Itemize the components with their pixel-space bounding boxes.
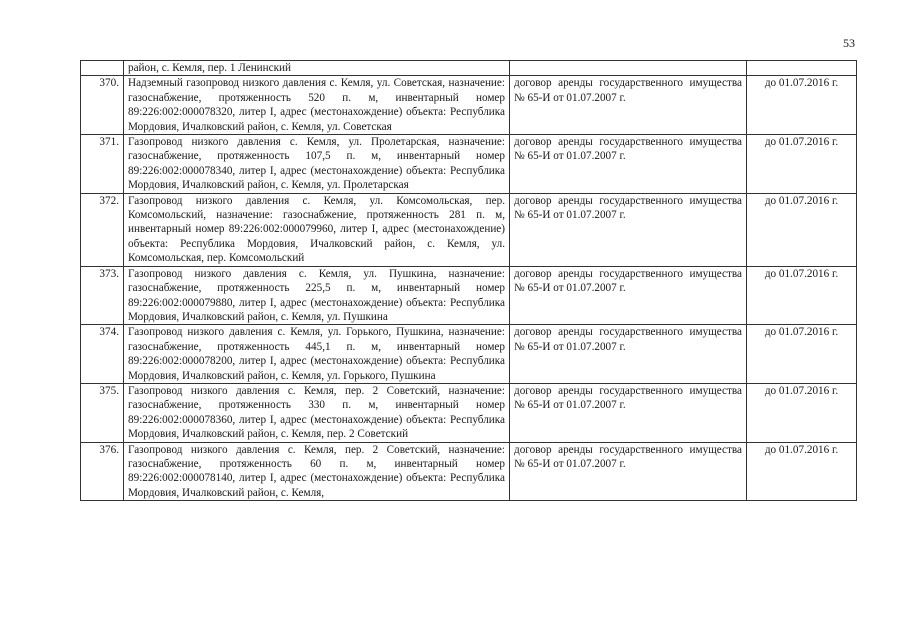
row-number: 374. — [81, 325, 124, 384]
row-number: 372. — [81, 193, 124, 266]
row-number: 370. — [81, 76, 124, 135]
row-number: 373. — [81, 266, 124, 325]
table-row — [81, 76, 857, 135]
lease-basis: договор аренды государственного имущества № 65-И от 01.07.2007 г. — [510, 135, 747, 194]
lease-term — [747, 61, 857, 76]
lease-basis: договор аренды государственного имущества № 65-И от 01.07.2007 г. — [510, 383, 747, 442]
table-row — [81, 325, 857, 384]
lease-term: до 01.07.2016 г. — [747, 442, 857, 501]
page-number: 53 — [843, 36, 855, 50]
lease-basis: договор аренды государственного имущества № 65-И от 01.07.2007 г. — [510, 193, 747, 266]
lease-basis — [510, 61, 747, 76]
property-registry-table — [80, 60, 857, 501]
lease-term: до 01.07.2016 г. — [747, 193, 857, 266]
object-description: Газопровод низкого давления с. Кемля, пер. 2 Советский, назначение: газоснабжение, протяженность 60 п. м, инвентарный номер 89:226:002:000078140, литер I, адрес (местонахождение) объекта: Республика Мордовия, Ичалковский район, с. Кемля, — [124, 442, 510, 501]
lease-basis: договор аренды государственного имущества № 65-И от 01.07.2007 г. — [510, 325, 747, 384]
lease-term: до 01.07.2016 г. — [747, 266, 857, 325]
table-row — [81, 442, 857, 501]
lease-basis: договор аренды государственного имущества № 65-И от 01.07.2007 г. — [510, 76, 747, 135]
object-description: Газопровод низкого давления с. Кемля, ул. Пролетарская, назначение: газоснабжение, протяженность 107,5 п. м, инвентарный номер 89:226:002:000078340, литер I, адрес (местонахождение) объекта: Республика Мордовия, Ичалковский район, с. Кемля, ул. Пролетарская — [124, 135, 510, 194]
table-row — [81, 383, 857, 442]
lease-term: до 01.07.2016 г. — [747, 135, 857, 194]
lease-term: до 01.07.2016 г. — [747, 76, 857, 135]
object-description: Газопровод низкого давления с. Кемля, ул. Пушкина, назначение: газоснабжение, протяженность 225,5 п. м, инвентарный номер 89:226:002:000079880, литер I, адрес (местонахождение) объекта: Республика Мордовия, Ичалковский район, с. Кемля, ул. Пушкина — [124, 266, 510, 325]
lease-term: до 01.07.2016 г. — [747, 383, 857, 442]
table-row — [81, 61, 857, 76]
object-description: район, с. Кемля, пер. 1 Ленинский — [124, 61, 510, 76]
table-row — [81, 266, 857, 325]
lease-basis: договор аренды государственного имущества № 65-И от 01.07.2007 г. — [510, 266, 747, 325]
object-description: Газопровод низкого давления с. Кемля, пер. 2 Советский, назначение: газоснабжение, протяженность 330 п. м, инвентарный номер 89:226:002:000078360, литер I, адрес (местонахождение) объекта: Республика Мордовия, Ичалковский район, с. Кемля, пер. 2 Советский — [124, 383, 510, 442]
row-number: 376. — [81, 442, 124, 501]
row-number: 371. — [81, 135, 124, 194]
object-description: Газопровод низкого давления с. Кемля, ул. Горького, Пушкина, назначение: газоснабжение, протяженность 445,1 п. м, инвентарный номер 89:226:002:000078200, литер I, адрес (местонахождение) объекта: Республика Мордовия, Ичалковский район, с. Кемля, ул. Горького, Пушкина — [124, 325, 510, 384]
object-description: Газопровод низкого давления с. Кемля, ул. Комсомольская, пер. Комсомольский, назначение: газоснабжение, протяженность 281 п. м, инвентарный номер 89:226:002:000079960, литер I, адрес (местонахождение) объекта: Республика Мордовия, Ичалковский район, с. Кемля, ул. Комсомольская, пер. Комсомольский — [124, 193, 510, 266]
object-description: Надземный газопровод низкого давления с. Кемля, ул. Советская, назначение: газоснабжение, протяженность 520 п. м, инвентарный номер 89:226:002:000078320, литер I, адрес (местонахождение) объекта: Республика Мордовия, Ичалковский район, с. Кемля, ул. Советская — [124, 76, 510, 135]
table-row — [81, 193, 857, 266]
lease-term: до 01.07.2016 г. — [747, 325, 857, 384]
table-row — [81, 135, 857, 194]
lease-basis: договор аренды государственного имущества № 65-И от 01.07.2007 г. — [510, 442, 747, 501]
row-number: 375. — [81, 383, 124, 442]
row-number — [81, 61, 124, 76]
